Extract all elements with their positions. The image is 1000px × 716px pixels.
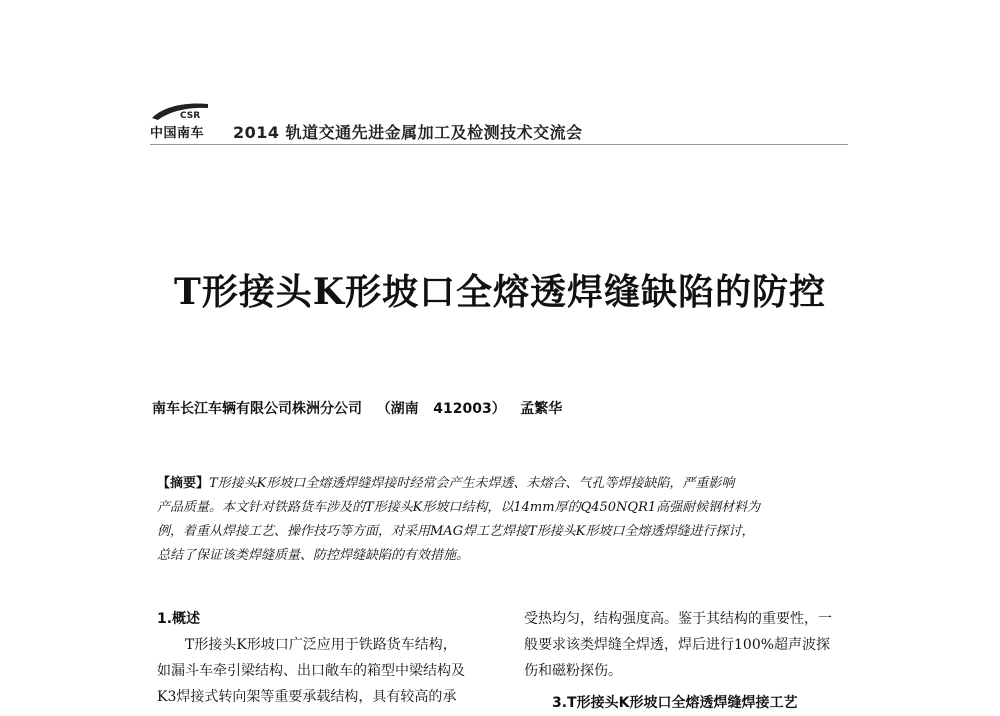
body-line: 般要求该类焊缝全焊透，焊后进行100%超声波探 — [524, 637, 831, 653]
header-divider — [150, 144, 848, 145]
body-left-column — [157, 606, 497, 710]
body-right-column — [524, 606, 864, 716]
logo-abbr: CSR — [180, 111, 201, 121]
abstract-text: T形接头K形坡口全熔透焊缝焊接时经常会产生未焊透、未熔合、气孔等焊接缺陷，严重影响 — [209, 476, 735, 491]
body-line: T形接头K形坡口广泛应用于铁路货车结构， — [185, 637, 457, 653]
conference-title: 2014 轨道交通先进金属加工及检测技术交流会 — [233, 123, 583, 142]
paper-title: T形接头K形坡口全熔透焊缝缺陷的防控 — [173, 271, 827, 313]
abstract-line — [157, 472, 857, 496]
abstract-label: 【摘要】 — [157, 476, 210, 491]
abstract — [157, 472, 857, 568]
body-line: 伤和磁粉探伤。 — [524, 663, 622, 679]
body-line: 受热均匀，结构强度高。鉴于其结构的重要性，一 — [524, 611, 832, 627]
author-affiliation: 南车长江车辆有限公司株洲分公司 （湖南 412003） 孟繁华 — [152, 401, 563, 417]
abstract-line: 总结了保证该类焊缝质量、防控焊缝缺陷的有效措施。 — [157, 548, 470, 563]
section-heading: 3.T形接头K形坡口全熔透焊缝焊接工艺 — [552, 695, 798, 711]
body-line: K3焊接式转向架等重要承载结构，具有较高的承 — [157, 689, 457, 705]
abstract-line: 产品质量。本文针对铁路货车涉及的T形接头K形坡口结构，以14mm厚的Q450NQR1高强耐候钢材料为 — [157, 500, 761, 515]
abstract-line: 例，着重从焊接工艺、操作技巧等方面，对采用MAG焊工艺焊接T形接头K形坡口全熔透焊缝进行探讨， — [157, 524, 755, 539]
body-line: 如漏斗车牵引梁结构、出口敞车的箱型中梁结构及 — [157, 663, 465, 679]
section-heading: 1.概述 — [157, 611, 201, 627]
logo-name: 中国南车 — [150, 126, 205, 141]
